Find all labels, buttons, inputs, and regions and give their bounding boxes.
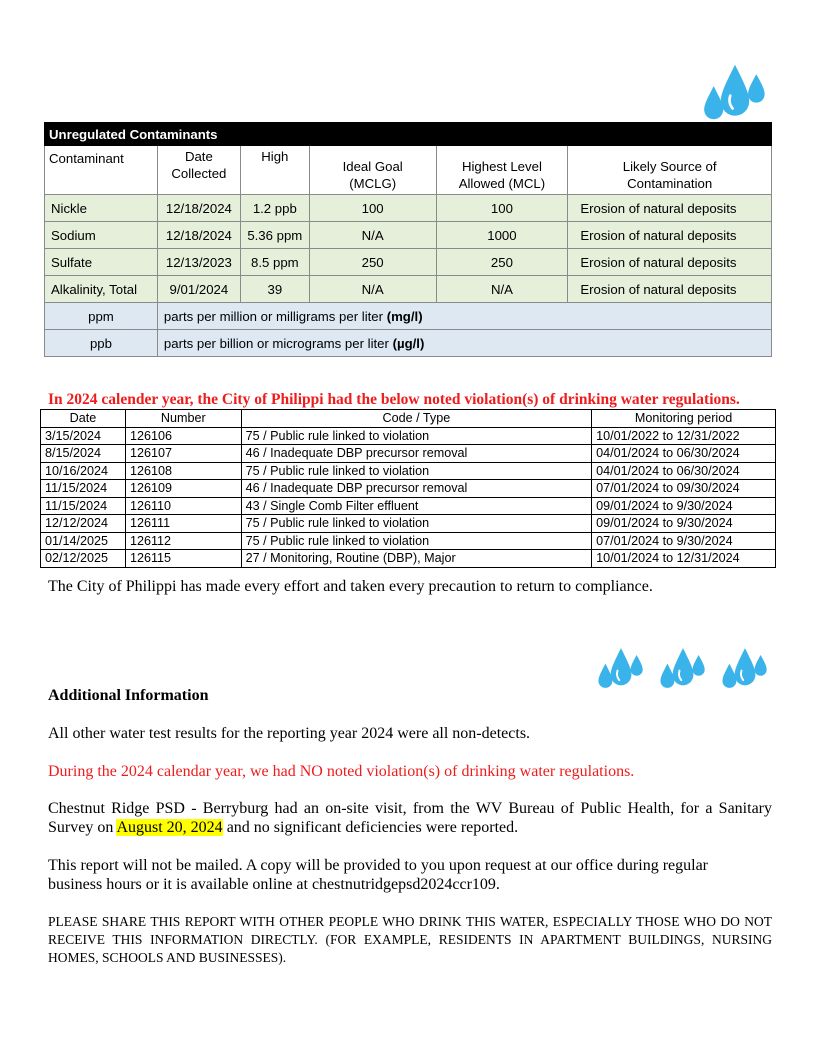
survey-line-1: Chestnut Ridge PSD - Berryburg had an on-site visit, from the WV Bureau of Public Health, for a Sanitary [48,800,772,817]
table-header-row [41,410,776,428]
water-droplets-icon [699,60,771,124]
unit-row [45,303,772,330]
cell-date: 12/18/2024 [157,195,240,222]
water-droplets-icon [657,644,709,692]
cell-number: 126109 [125,480,241,498]
cell-date: 9/01/2024 [157,276,240,303]
cell-mcl: 100 [436,195,568,222]
cell-date: 11/15/2024 [41,497,126,515]
cell-date: 01/14/2025 [41,532,126,550]
table-row [45,276,772,303]
cell-source: Erosion of natural deposits [568,222,772,249]
cell-contaminant: Nickle [45,195,158,222]
water-droplets-icon [595,644,647,692]
violations-table [40,409,776,568]
cell-monitoring-period: 10/01/2024 to 12/31/2024 [592,550,776,568]
cell-source: Erosion of natural deposits [568,195,772,222]
survey-line-2: Survey on August 20, 2024 and no significant deficiencies were reported. [48,819,519,836]
cell-date: 02/12/2025 [41,550,126,568]
cell-code-type: 75 / Public rule linked to violation [241,515,591,533]
table-row [41,497,776,515]
cell-date: 12/13/2023 [157,249,240,276]
cell-monitoring-period: 09/01/2024 to 9/30/2024 [592,497,776,515]
table-row [41,462,776,480]
cell-code-type: 43 / Single Comb Filter effluent [241,497,591,515]
non-detects-text: All other water test results for the reporting year 2024 were all non-detects. [48,725,531,742]
header-mclg: Ideal Goal (MCLG) [309,146,436,195]
cell-date: 8/15/2024 [41,445,126,463]
cell-high: 1.2 ppb [240,195,309,222]
cell-mclg: N/A [309,222,436,249]
table-row [41,480,776,498]
header-mcl: Highest Level Allowed (MCL) [436,146,568,195]
violations-heading: In 2024 calender year, the City of Philippi had the below noted violation(s) of drinking water regulations. [48,391,740,408]
cell-number: 126110 [125,497,241,515]
cell-code-type: 46 / Inadequate DBP precursor removal [241,445,591,463]
unit-definition: parts per million or milligrams per liter (mg/l) [157,303,771,330]
table-row [45,249,772,276]
cell-number: 126107 [125,445,241,463]
mail-line-2: business hours or it is available online at chestnutridgepsd2024ccr109. [48,876,500,893]
table-row [41,445,776,463]
table-row [45,195,772,222]
header-source: Likely Source of Contamination [568,146,772,195]
cell-high: 5.36 ppm [240,222,309,249]
cell-date: 12/18/2024 [157,222,240,249]
cell-code-type: 75 / Public rule linked to violation [241,427,591,445]
header-monitoring-period: Monitoring period [592,410,776,428]
cell-high: 8.5 ppm [240,249,309,276]
cell-monitoring-period: 10/01/2022 to 12/31/2022 [592,427,776,445]
mail-line-1: This report will not be mailed. A copy will be provided to you upon request at our office during regular [48,857,708,874]
cell-mclg: N/A [309,276,436,303]
cell-contaminant: Alkalinity, Total [45,276,158,303]
table-title: Unregulated Contaminants [45,123,772,146]
additional-info-heading: Additional Information [48,687,209,704]
cell-number: 126112 [125,532,241,550]
cell-mcl: 1000 [436,222,568,249]
cell-contaminant: Sodium [45,222,158,249]
cell-monitoring-period: 07/01/2024 to 09/30/2024 [592,480,776,498]
table-row [41,427,776,445]
unregulated-contaminants-table [44,122,772,357]
table-row [41,532,776,550]
no-violation-text: During the 2024 calendar year, we had NO noted violation(s) of drinking water regulations. [48,763,635,780]
unit-row [45,330,772,357]
header-number: Number [125,410,241,428]
header-date-collected: Date Collected [157,146,240,195]
unit-abbr: ppb [45,330,158,357]
table-row [41,550,776,568]
header-code-type: Code / Type [241,410,591,428]
cell-contaminant: Sulfate [45,249,158,276]
table-row [45,222,772,249]
cell-source: Erosion of natural deposits [568,276,772,303]
cell-date: 12/12/2024 [41,515,126,533]
cell-monitoring-period: 07/01/2024 to 9/30/2024 [592,532,776,550]
survey-date-highlight: August 20, 2024 [116,819,223,836]
cell-number: 126108 [125,462,241,480]
unit-definition: parts per billion or micrograms per liter (µg/l) [157,330,771,357]
cell-date: 10/16/2024 [41,462,126,480]
cell-monitoring-period: 04/01/2024 to 06/30/2024 [592,462,776,480]
violations-footer: The City of Philippi has made every effort and taken every precaution to return to compliance. [48,578,653,595]
cell-high: 39 [240,276,309,303]
cell-code-type: 46 / Inadequate DBP precursor removal [241,480,591,498]
header-high: High [240,146,309,195]
share-notice: PLEASE SHARE THIS REPORT WITH OTHER PEOPLE WHO DRINK THIS WATER, ESPECIALLY THOSE WHO DO NOT RECEIVE THIS INFORMATION DIRECTLY. (FOR EXAMPLE, RESIDENTS IN APARTMENT BUILDINGS, NURSING HOMES, SCHOOLS AND BUSINESSES). [48,914,772,965]
cell-number: 126106 [125,427,241,445]
cell-mclg: 100 [309,195,436,222]
table-header-row [45,146,772,195]
cell-number: 126111 [125,515,241,533]
cell-source: Erosion of natural deposits [568,249,772,276]
cell-date: 3/15/2024 [41,427,126,445]
cell-code-type: 75 / Public rule linked to violation [241,532,591,550]
cell-date: 11/15/2024 [41,480,126,498]
table-row [41,515,776,533]
cell-code-type: 27 / Monitoring, Routine (DBP), Major [241,550,591,568]
cell-mcl: 250 [436,249,568,276]
water-droplets-icon [719,644,771,692]
unit-abbr: ppm [45,303,158,330]
cell-code-type: 75 / Public rule linked to violation [241,462,591,480]
cell-monitoring-period: 04/01/2024 to 06/30/2024 [592,445,776,463]
cell-mclg: 250 [309,249,436,276]
header-date: Date [41,410,126,428]
cell-mcl: N/A [436,276,568,303]
cell-number: 126115 [125,550,241,568]
header-contaminant: Contaminant [45,146,158,195]
cell-monitoring-period: 09/01/2024 to 9/30/2024 [592,515,776,533]
